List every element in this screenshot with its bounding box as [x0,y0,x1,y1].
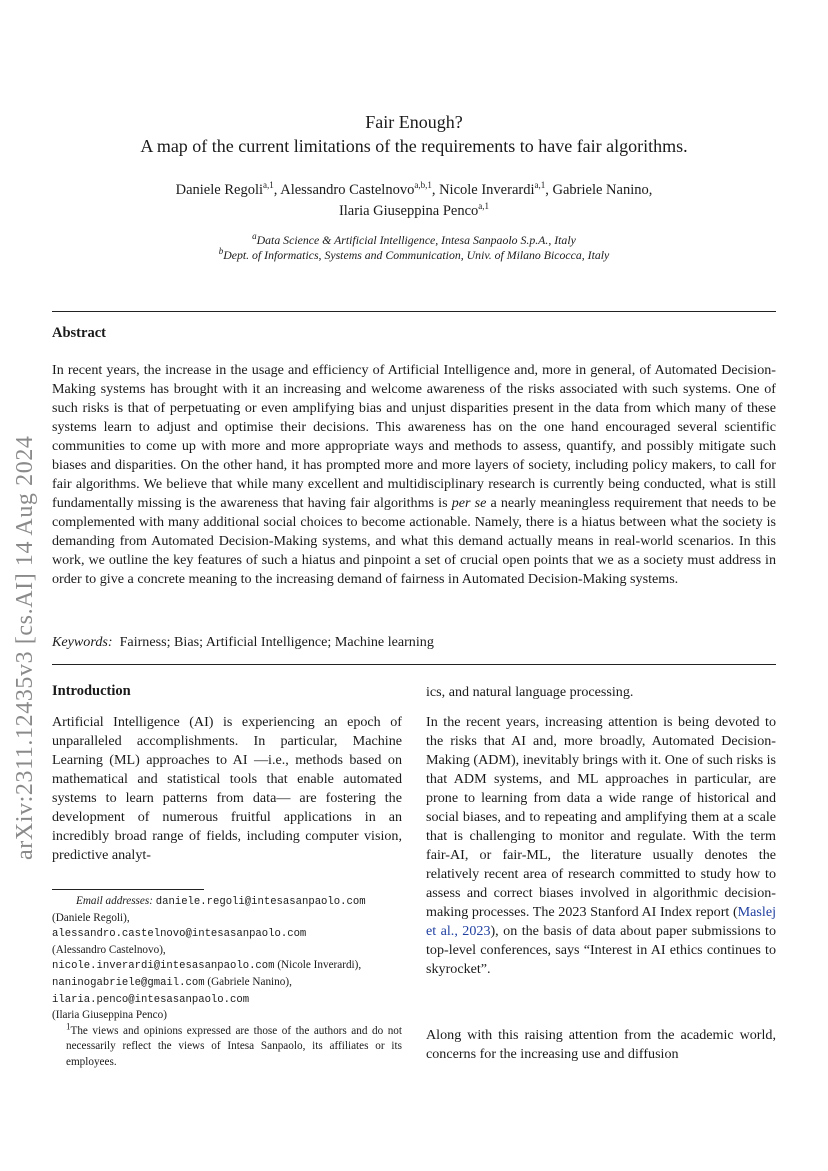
abstract-body [52,361,776,589]
top-rule [52,311,776,312]
keywords [52,633,776,652]
author-list: Daniele Regoli$^{a,1}$, Alessandro Castelnovo$^{a,b,1}$, Nicole Inverardi$^{a,1}$, Gabriele Nanino, Ilaria Giuseppina Penco$^{a,1}$ [175,180,653,219]
author-name: Daniele Regoli [175,182,264,198]
intro-paragraph-1: Artificial Intelligence (AI) is experiencing an epoch of unparalleled accomplishments. In particular, Machine Learning (ML) approaches to AI —i.e., methods based on mathematical and statistical tools that enable automated systems to learn patterns from data— are fostering the development of numerous fruitful applications in an incredibly broad range of fields, including computer vision, predictive analyt- [52,714,402,863]
title-line-1: Fair Enough? [365,112,463,132]
abstract-text-1: In recent years, the increase in the usage and efficiency of Artificial Intelligence and, more in general, of Automated Decision-Making systems has brought with it an increasing and welcome awareness of the risks associated with such systems. One of such risks is that of perpetuating or even amplifying bias and unjust disparities present in the data from which many of these systems learn to adjust and optimise their decisions. This awareness has on the one hand encouraged several scientific communities to come up with more and more appropriate ways and methods to assess, quantify, and possibly mitigate such biases and disparities. On the other hand, it has prompted more and more layers of society, including policy makers, to call for fair algorithms. We believe that while many excellent and multidisciplinary research is currently being conducted, what is still fundamentally missing is the awareness that having fair algorithms is [52,362,776,511]
author-name: Ilaria Giuseppina Penco [338,203,479,219]
email-link[interactable]: naninogabriele@gmail.com [52,976,205,989]
email-link[interactable]: daniele.regoli@intesasanpaolo.com [155,896,366,908]
email-owner: (Alessandro Castelnovo), [52,943,166,956]
keywords-label: Keywords: [52,634,113,650]
email-link[interactable]: nicole.inverardi@intesasanpaolo.com [52,960,275,973]
affiliation-mark: b [218,246,224,257]
footnote-emails [52,894,402,1071]
right-col-continuation: ics, and natural language processing. [426,684,634,700]
email-link[interactable]: alessandro.castelnovo@intesasanpaolo.com [52,928,307,941]
affiliation-b [90,247,738,263]
email-owner: (Gabriele Nanino), [207,975,292,988]
abstract-heading: Abstract [52,325,106,341]
footnote-mark: 1 [66,1021,71,1032]
footnote-disclaimer: The views and opinions expressed are those of the authors and do not necessarily reflect the views of Intesa Sanpaolo, its affiliates or its employees. [66,1024,402,1068]
paragraph-text: In the recent years, increasing attention is being devoted to the risks that AI and, more broadly, Automated Decision-Making (ADM), inevitably brings with it. One of such risks is that ADM systems, and ML approaches in particular, are prone to learning from data a wide range of historical and social biases, and to repeating and amplifying them at a scale that is challenging to monitor and regulate. With the term fair-AI, or fair-ML, the literature usually denotes the relatively recent area of research committed to study how to assess and correct biases involved in algorithmic decision-making processes. The 2023 Stanford AI Index report ( [426,714,776,920]
intro-paragraph-2 [426,713,776,979]
affiliation-mark: a [252,231,257,242]
affiliation-text: Dept. of Informatics, Systems and Communication, Univ. of Milano Bicocca, Italy [223,248,610,262]
bottom-rule [52,664,776,665]
author-affiliation-mark: a,1 [478,201,490,212]
affiliation-text: Data Science & Artificial Intelligence, Intesa Sanpaolo S.p.A., Italy [256,233,576,247]
email-link[interactable]: ilaria.penco@intesasanpaolo.com [52,993,250,1006]
affiliation-a [90,232,738,248]
email-owner: (Daniele Regoli), [52,911,130,924]
paragraph-text: ), on the basis of data about paper submissions to top-level conferences, says “Interest in AI ethics continues to skyrocket”. [426,923,776,977]
title-line-2: A map of the current limitations of the requirements to have fair algorithms. [140,136,688,156]
abstract-emphasis: per se [451,495,487,511]
keywords-list: Fairness; Bias; Artificial Intelligence; Machine learning [119,634,434,650]
author-name: Gabriele Nanino, [552,182,653,198]
footnote-rule [52,889,204,890]
email-owner: (Nicole Inverardi), [277,959,362,972]
arxiv-sidebar-stamp: arXiv:2311.12435v3 [cs.AI] 14 Aug 2024 [12,435,38,860]
author-affiliation-mark: a,1 [263,180,274,191]
citation-link[interactable]: Maslej et al., 2023 [426,904,776,939]
author-name: Alessandro Castelnovo [280,182,415,198]
intro-paragraph-3: Along with this raising attention from the academic world, concerns for the increasing use and diffusion [426,1027,776,1062]
introduction-heading: Introduction [52,683,131,699]
author-affiliation-mark: a,b,1 [414,180,432,191]
author-name: Nicole Inverardi [439,182,535,198]
email-owner: (Ilaria Giuseppina Penco) [52,1009,167,1022]
email-label: Email addresses: [76,895,153,907]
author-affiliation-mark: a,1 [534,180,546,191]
abstract-text-2: a nearly meaningless requirement that needs to be complemented with many additional social choices to become actionable. Namely, there is a hiatus between what the society is demanding from Automated Decision-Making systems, and what this demand actually means in real-world scenarios. In this work, we outline the key features of such a hiatus and pinpoint a set of crucial open points that we as a society must address in order to give a concrete meaning to the increasing demand of fairness in Automated Decision-Making systems. [52,495,776,587]
